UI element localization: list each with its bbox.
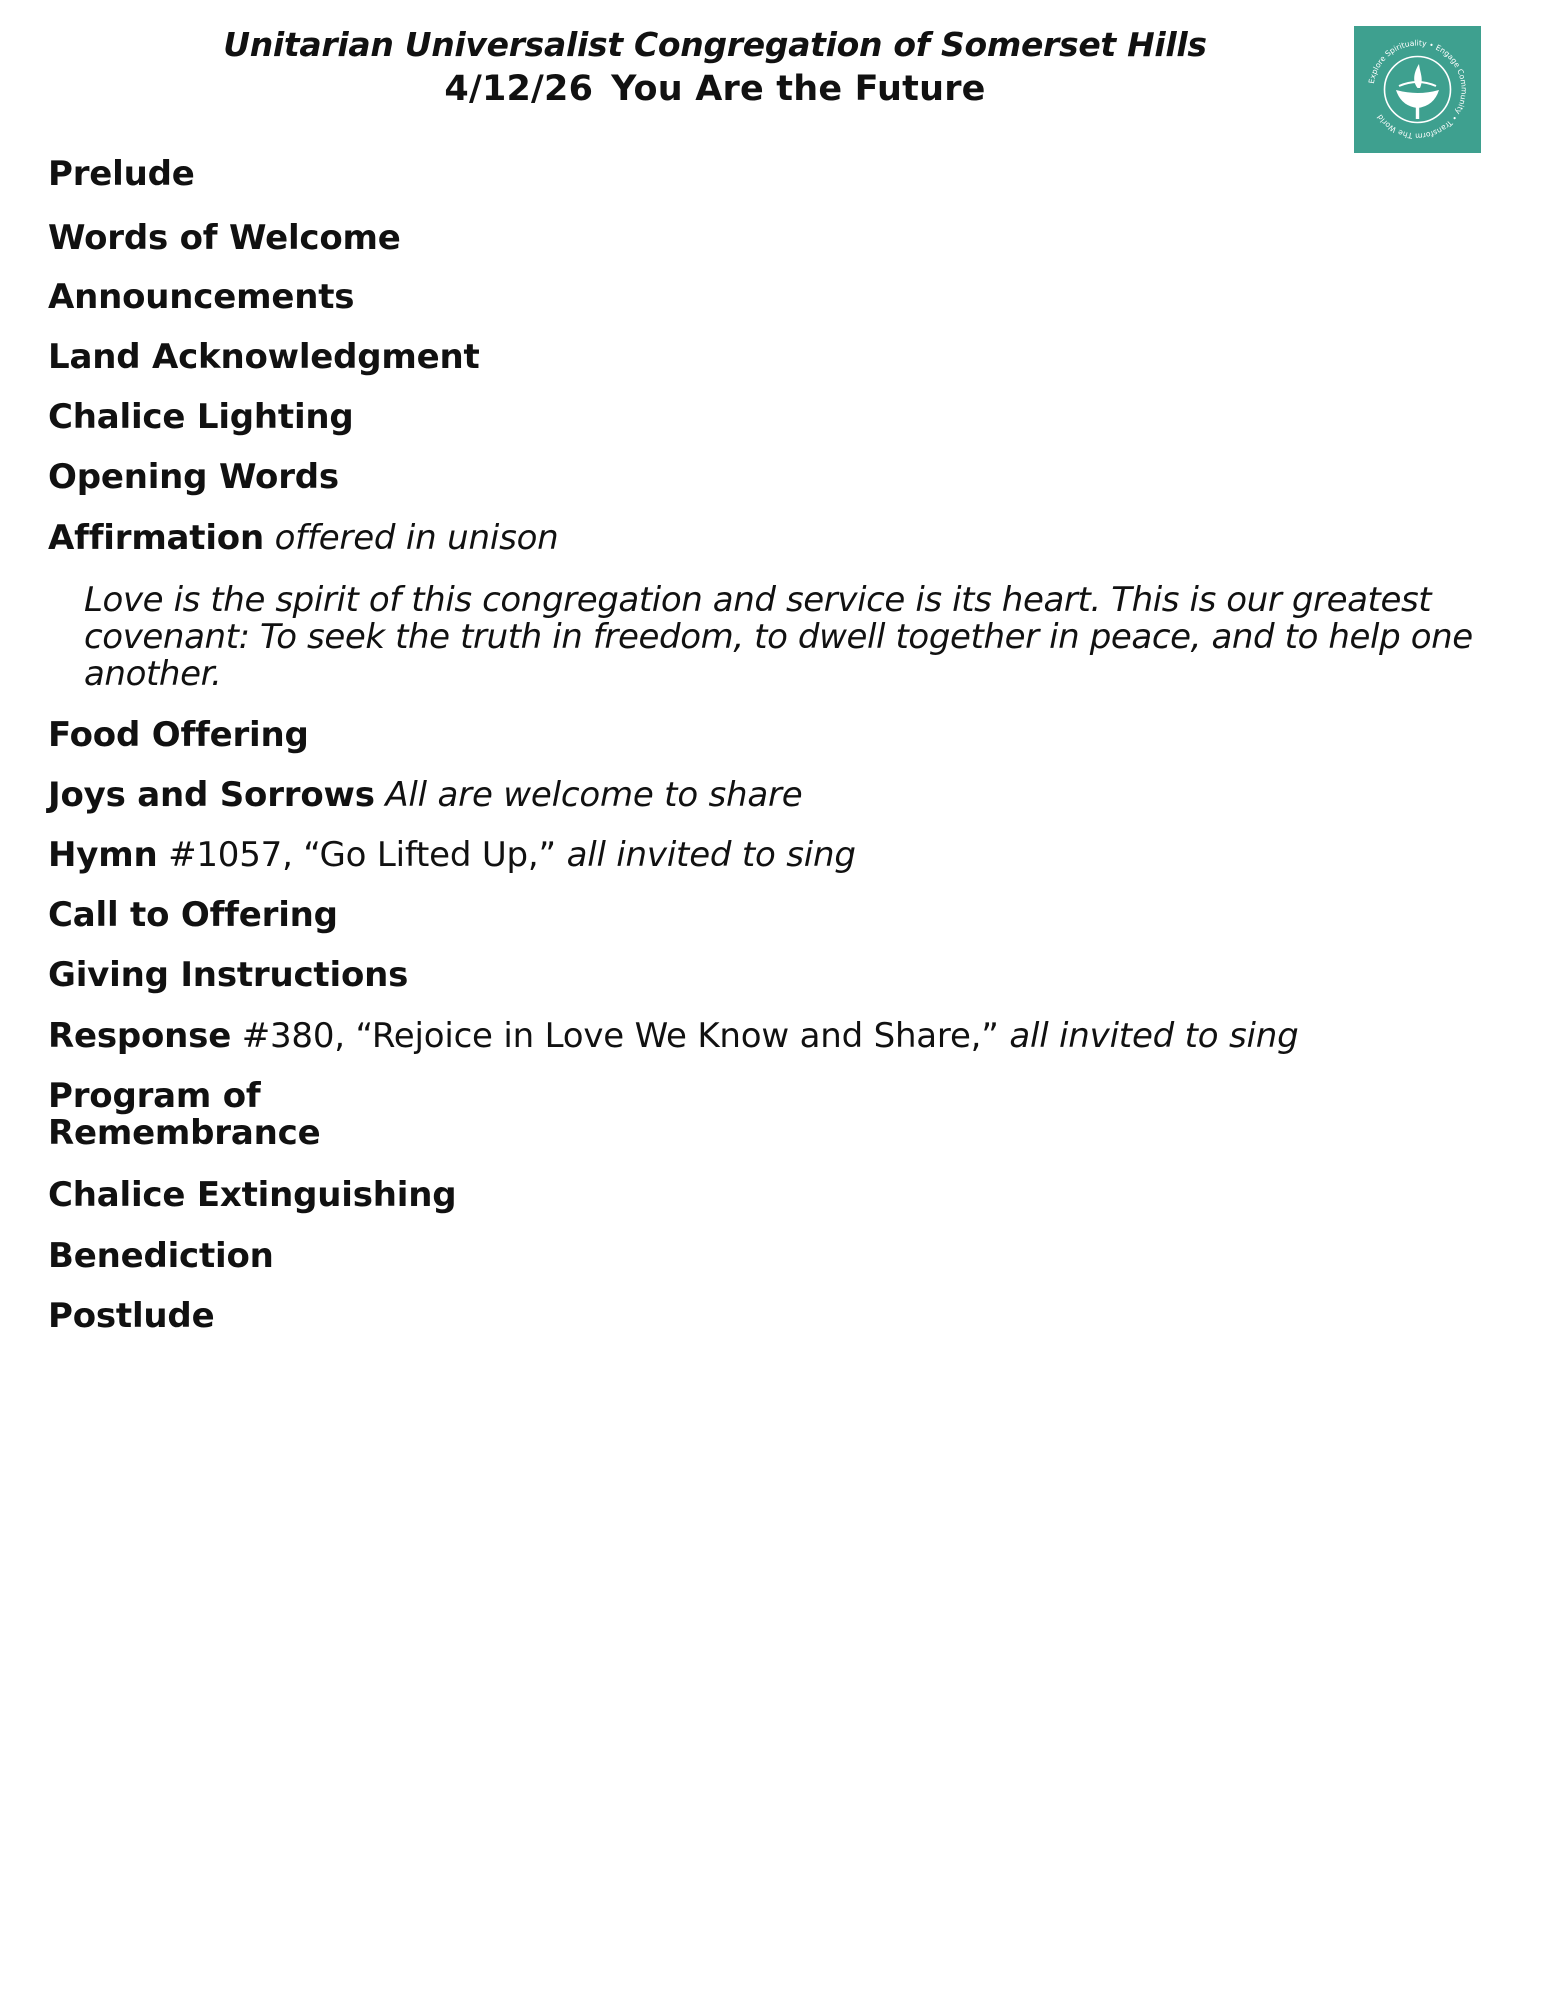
program-item-call-to-offering [48,895,338,935]
item-label: Postlude [48,1296,215,1336]
program-item-benediction [48,1236,274,1276]
program-item-giving-instructions [48,955,408,995]
program-item-postlude [48,1296,214,1336]
program-item-welcome [48,218,401,258]
program-item-land-acknowledgment [48,337,480,377]
service-date: 4/12/26 [444,69,594,109]
item-label: Announcements [48,277,355,317]
item-label: Chalice Lighting [48,397,354,437]
item-note: all invited to sing [566,835,856,875]
program-item-chalice-extinguishing [48,1175,456,1215]
program-item-response [48,1016,1298,1056]
program-item-chalice-lighting [48,397,354,437]
item-detail: #1057, “Go Lifted Up,” [168,835,556,875]
item-note: all invited to sing [1009,1016,1299,1056]
program-item-prelude [48,154,195,194]
bulletin-header [150,22,1280,110]
item-label: Hymn [48,835,158,875]
program-item-affirmation [48,518,559,558]
program-item-joys-and-sorrows [48,775,803,815]
uu-logo [1354,26,1481,153]
item-label: Food Offering [48,715,309,755]
logo-ring-text: Explore Spirituality • Engage Community • Transform The World [1366,38,1469,141]
item-note: All are welcome to share [385,775,803,815]
item-label: Response [48,1016,232,1056]
item-label: Affirmation [48,518,264,558]
flaming-chalice-icon [1354,26,1481,153]
item-label: Joys and Sorrows [48,775,375,815]
item-detail: #380, “Rejoice in Love We Know and Share,” [241,1016,999,1056]
program-item-hymn [48,835,856,875]
program-item-opening-words [48,457,339,497]
item-label: Program of Remembrance [48,1076,321,1153]
item-note: offered in unison [274,518,559,558]
item-label: Call to Offering [48,895,338,935]
item-label: Land Acknowledgment [48,337,480,377]
program-item-food-offering [48,715,309,755]
item-label: Chalice Extinguishing [48,1175,457,1215]
item-label: Giving Instructions [48,955,409,995]
program-item-announcements [48,277,354,317]
program-item-remembrance [48,1078,348,1152]
item-label: Opening Words [48,457,339,497]
service-heading [150,68,1280,110]
affirmation-text: Love is the spirit of this congregation and service is its heart. This is our greatest covenant: To seek the truth in freedom, to dwell together in peace, and to help one another. [84,580,1473,694]
congregation-name: Unitarian Universalist Congregation of Somerset Hills [223,25,1207,64]
item-label: Words of Welcome [48,218,401,258]
item-label: Prelude [48,154,195,194]
item-label: Benediction [48,1236,274,1276]
service-title: You Are the Future [611,69,986,109]
